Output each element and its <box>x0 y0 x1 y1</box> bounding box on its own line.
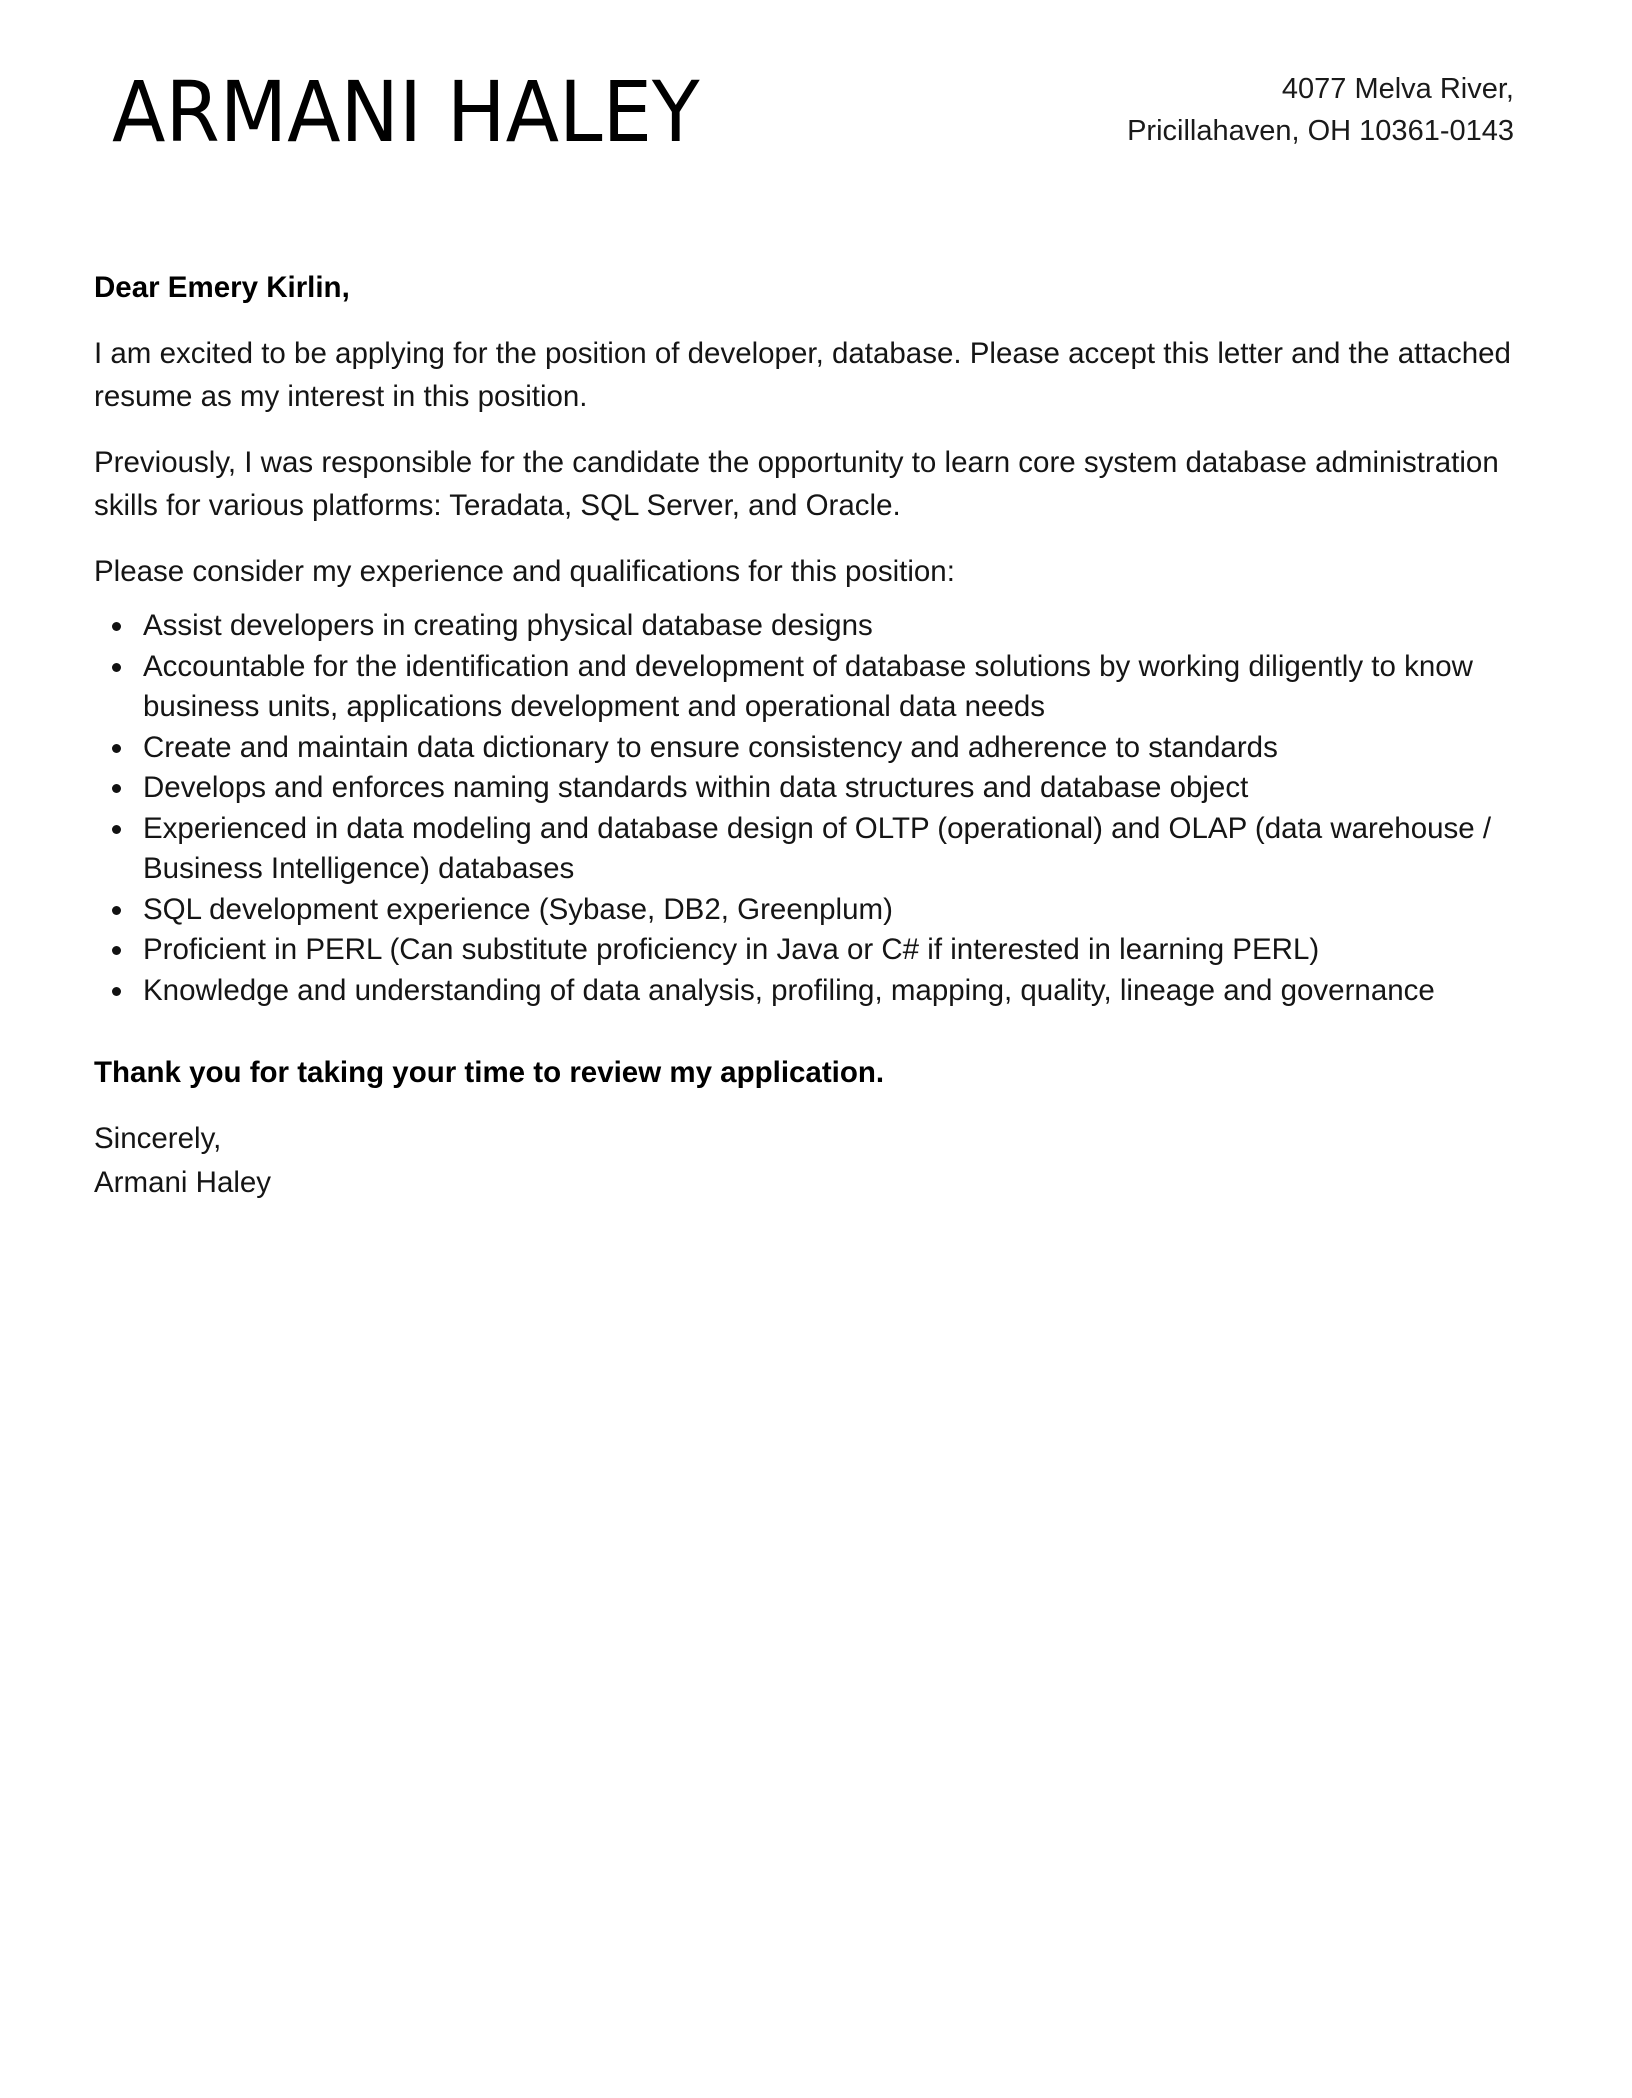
bullet-icon <box>112 744 121 753</box>
list-item <box>94 809 1544 890</box>
list-item-text: Experienced in data modeling and database design of OLTP (operational) and OLAP (data warehouse / Business Intelligence) databases <box>143 811 1492 885</box>
applicant-name: ARMANI HALEY <box>112 63 700 161</box>
signature: Armani Haley <box>94 1166 272 1199</box>
experience-paragraph: Previously, I was responsible for the candidate the opportunity to learn core system database administration skills for various platforms: Teradata, SQL Server, and Oracle. <box>94 446 1499 522</box>
bullet-icon <box>112 825 121 834</box>
list-item-text: Create and maintain data dictionary to ensure consistency and adherence to standards <box>143 730 1278 764</box>
bullet-icon <box>112 784 121 793</box>
list-item-text: Accountable for the identification and development of database solutions by working diligently to know business units, applications development and operational data needs <box>143 649 1473 723</box>
list-item <box>94 647 1544 728</box>
list-item-text: Proficient in PERL (Can substitute proficiency in Java or C# if interested in learning PERL) <box>143 933 1320 966</box>
address-line-1: 4077 Melva River, <box>1281 73 1514 105</box>
bullet-icon <box>112 946 121 955</box>
bullet-icon <box>112 663 121 672</box>
bullet-icon <box>112 906 121 915</box>
bullet-icon <box>112 622 121 631</box>
list-item-text: Knowledge and understanding of data analysis, profiling, mapping, quality, lineage and governance <box>143 973 1435 1007</box>
letter-body <box>94 266 1544 1205</box>
list-item <box>94 971 1544 1012</box>
list-item-text: Assist developers in creating physical database designs <box>143 609 873 642</box>
closing-statement: Thank you for taking your time to review my application. <box>94 1056 885 1089</box>
bullet-icon <box>112 987 121 996</box>
list-item <box>94 890 1544 931</box>
list-item <box>94 728 1544 769</box>
list-item <box>94 606 1544 647</box>
greeting: Dear Emery Kirlin, <box>94 271 350 304</box>
applicant-address <box>1127 68 1514 152</box>
address-line-2: Pricillahaven, OH 10361-0143 <box>1127 115 1514 147</box>
intro-paragraph: I am excited to be applying for the position of developer, database. Please accept this letter and the attached resume as my interest in this position. <box>94 337 1511 413</box>
list-item <box>94 768 1544 809</box>
signoff-block <box>94 1117 1544 1205</box>
qualifications-list <box>94 606 1544 1011</box>
list-item <box>94 930 1544 971</box>
list-item-text: Develops and enforces naming standards within data structures and database object <box>143 771 1249 804</box>
list-item-text: SQL development experience (Sybase, DB2, Greenplum) <box>143 892 893 926</box>
signoff: Sincerely, <box>94 1122 222 1155</box>
qualifications-intro: Please consider my experience and qualifications for this position: <box>94 555 955 588</box>
